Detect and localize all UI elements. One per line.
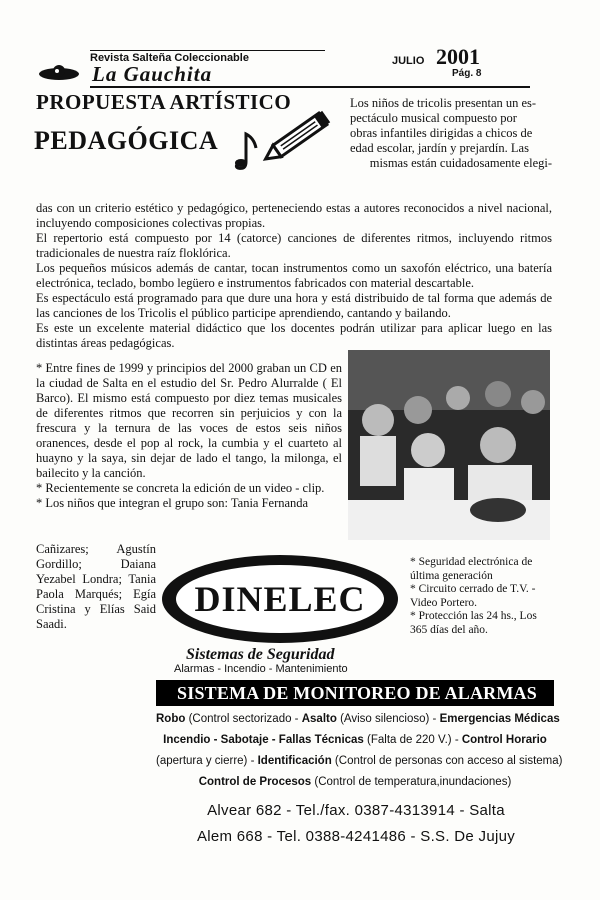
header-rule-top [90,50,325,51]
intro-line: Los niños de tricolis presentan un es- [350,96,537,110]
intro-line: obras infantiles dirigidas a chicos de [350,126,533,140]
paragraph: Los pequeños músicos además de cantar, tocan instrumentos como un saxofón eléctrico, una batería electrónica, teclado, bombo legüero e instrumentos fabricados con material descartable. [36,261,552,290]
article-members-list: Cañizares; Agustín Gordillo; Daiana Yezabel Londra; Tania Paola Marqués; Egía Cristina y Elías Said Saadi. [36,542,156,631]
dinelec-logo-text: DINELEC [194,579,366,619]
paragraph: * Entre fines de 1999 y principios del 2000 graban un CD en la ciudad de Salta en el estudio del Sr. Pedro Alurralde ( El Barco). El mismo está compuesto por diez temas musicales de diferentes ritmos que recorren sin perjuicios y con la frescura y la ternura de las voces de estos seis niños oranences, desde el pop al rock, la cumbia y el cuarteto al huayno y la saya, sin dejar de lado el tango, la milonga, el bailecito y la canción. [36,361,342,480]
ad-services-line4: Control de Procesos (Control de temperatura,inundaciones) [198,776,512,788]
children-group-photo [348,350,550,540]
ad-monitoring-title: SISTEMA DE MONITOREO DE ALARMAS [177,683,537,703]
ad-address-salta: Alvear 682 - Tel./fax. 0387-4313914 - Salta [207,802,505,819]
header-rule [90,86,530,88]
article-title-line1: PROPUESTA ARTÍSTICO [36,90,292,114]
ad-services-line2: Incendio - Sabotaje - Fallas Técnicas (Falta de 220 V.) - Control Horario [163,734,547,746]
ad-services-line3: (apertura y cierre) - Identificación (Control de personas con acceso al sistema) [156,755,563,767]
header-page-number: Pág. 8 [452,68,482,79]
dinelec-logo [160,553,400,645]
header-year: 2001 [436,44,480,69]
intro-line: edad escolar, jardín y prejardín. Las [350,141,529,155]
article-title-line2: PEDAGÓGICA [34,126,219,155]
ad-address-jujuy: Alem 668 - Tel. 0388-4241486 - S.S. De Jujuy [196,828,516,845]
ad-bullet-list [410,556,556,637]
paragraph: Es espectáculo está programado para que dure una hora y está distribuido de tal forma que además de las canciones de los Tricolis el público participe aprendiendo, cantando y bailando. [36,291,552,320]
pencil-icon [262,100,344,168]
paragraph: das con un criterio estético y pedagógico, perteneciendo estas a autores reconocidos a nivel nacional, incluyendo composiciones colectivas propias. [36,201,552,230]
ad-bullet: * Seguridad electrónica de última generación [410,556,533,582]
ad-services-line1: Robo (Control sectorizado - Asalto (Aviso silencioso) - Emergencias Médicas [156,713,560,725]
article-intro [350,96,552,171]
intro-line: pectáculo musical compuesto por [350,111,517,125]
paragraph: * Recientemente se concreta la edición de un video - clip. [36,481,325,495]
header-month: JULIO [392,55,425,67]
header-magazine-subtitle: Revista Salteña Coleccionable [90,52,249,64]
paragraph: Es este un excelente material didáctico que los docentes podrán utilizar para aplicar luego en las distintas áreas pedagógicas. [36,321,552,350]
ad-subtagline: Alarmas - Incendio - Mantenimiento [174,663,348,675]
ad-bullet: * Circuito cerrado de T.V. - Video Portero. [410,583,536,609]
article-body-column [36,361,342,511]
ad-bullet: * Protección las 24 hs., Los 365 días del año. [410,610,537,636]
ad-tagline: Sistemas de Seguridad [186,646,335,663]
paragraph: * Los niños que integran el grupo son: Tania Fernanda [36,496,309,510]
article-body-full [36,201,552,351]
music-note-icon [232,128,262,170]
header-magazine-name: La Gauchita [92,62,213,86]
gaucho-logo-icon [36,62,82,84]
paragraph: El repertorio está compuesto por 14 (catorce) canciones de diferentes ritmos, incluyendo ritmos tradicionales de nuestra raíz floklórica. [36,231,552,260]
intro-line: mismas están cuidadosamente elegi- [369,156,552,170]
